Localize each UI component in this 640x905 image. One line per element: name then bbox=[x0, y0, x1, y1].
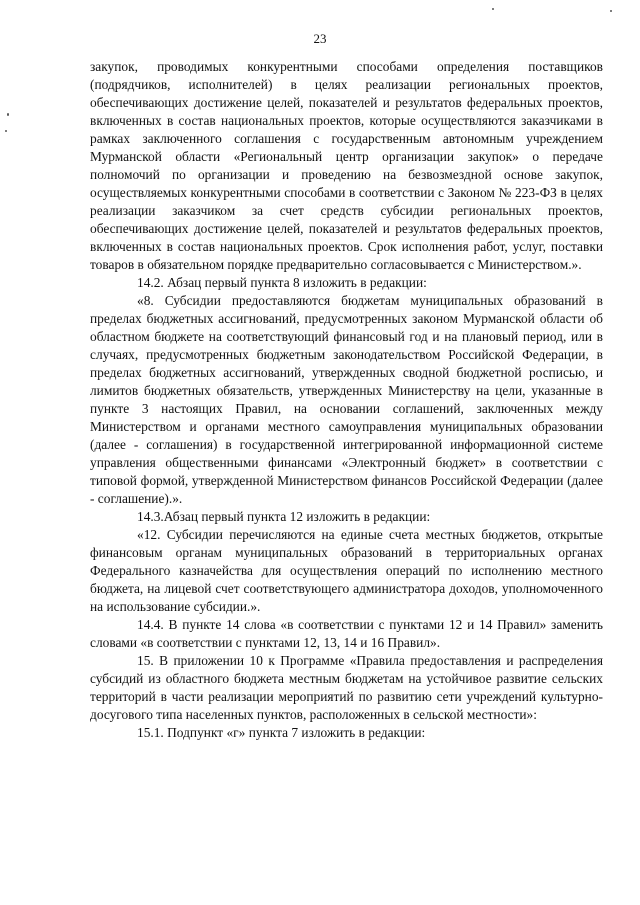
paragraph-15-1: 15.1. Подпункт «г» пункта 7 изложить в редакции: bbox=[137, 725, 426, 740]
scan-speck bbox=[492, 8, 494, 10]
paragraph-quote-12: «12. Субсидии перечисляются на единые счета местных бюджетов, открытые финансовым органам муниципальных образований в территориальных органах Федерального казначейства для осуществления операций по исполнению местного бюджета, на лицевой счет соответствующего администратора доходов, уполномоченного на использование субсидии.». bbox=[90, 527, 603, 614]
paragraph-15: 15. В приложении 10 к Программе «Правила предоставления и распределения субсидий из областного бюджета местным бюджетам на устойчивое развитие сельских территорий в части реализации мероприятий по развитию сети учреждений культурно-досугового типа населенных пунктов, расположенных в сельской местности»: bbox=[90, 653, 603, 722]
paragraph-continuation: закупок, проводимых конкурентными способами определения поставщиков (подрядчиков, исполнителей) в целях реализации региональных проектов, обеспечивающих достижение целей, показателей и результатов федеральных проектов, включенных в состав национальных проектов, которые осуществляются заказчиками в рамках заключенного соглашения с государственным автономным учреждением Мурманской области «Региональный центр организации закупок» о передаче полномочий по организации и проведению на безвозмездной основе закупок, осуществляемых конкурентными способами в соответствии с Законом № 223-ФЗ в целях реализации заказчиком за счет средств субсидии региональных проектов, обеспечивающих достижение целей, показателей и результатов федеральных проектов, включенных в состав национальных проектов. Срок исполнения работ, услуг, поставки товаров в обязательном порядке предварительно согласовывается с Министерством.». bbox=[90, 59, 603, 272]
scan-speck bbox=[7, 113, 9, 116]
paragraph-quote-8: «8. Субсидии предоставляются бюджетам муниципальных образований в пределах бюджетных ассигнований, предусмотренных законом Мурманской области об областном бюджете на соответствующий финансовый год и на плановый период, или в случаях, предусмотренных бюджетным законодательством Российской Федерации, в пределах бюджетных ассигнований, утвержденных сводной бюджетной росписью, и лимитов бюджетных обязательств, утвержденных Министерству на цели, указанные в пункте 3 настоящих Правил, на основании соглашений, заключенных между Министерством и органами местного самоуправления муниципальных образовании (далее - соглашения) в государственной интегрированной информационной системе управления общественными финансами «Электронный бюджет» в соответствии с типовой формой, утвержденной Министерством финансов Российской Федерации (далее - соглашение).». bbox=[90, 293, 603, 506]
scan-speck bbox=[610, 10, 612, 12]
scan-speck bbox=[5, 130, 7, 132]
paragraph-14-3: 14.3.Абзац первый пункта 12 изложить в редакции: bbox=[137, 509, 431, 524]
paragraph-14-4: 14.4. В пункте 14 слова «в соответствии с пунктами 12 и 14 Правил» заменить словами «в соответствии с пунктами 12, 13, 14 и 16 Правил». bbox=[90, 617, 603, 650]
paragraph-14-2: 14.2. Абзац первый пункта 8 изложить в редакции: bbox=[137, 275, 427, 290]
page-number: 23 bbox=[313, 31, 327, 46]
document-body bbox=[90, 58, 603, 742]
